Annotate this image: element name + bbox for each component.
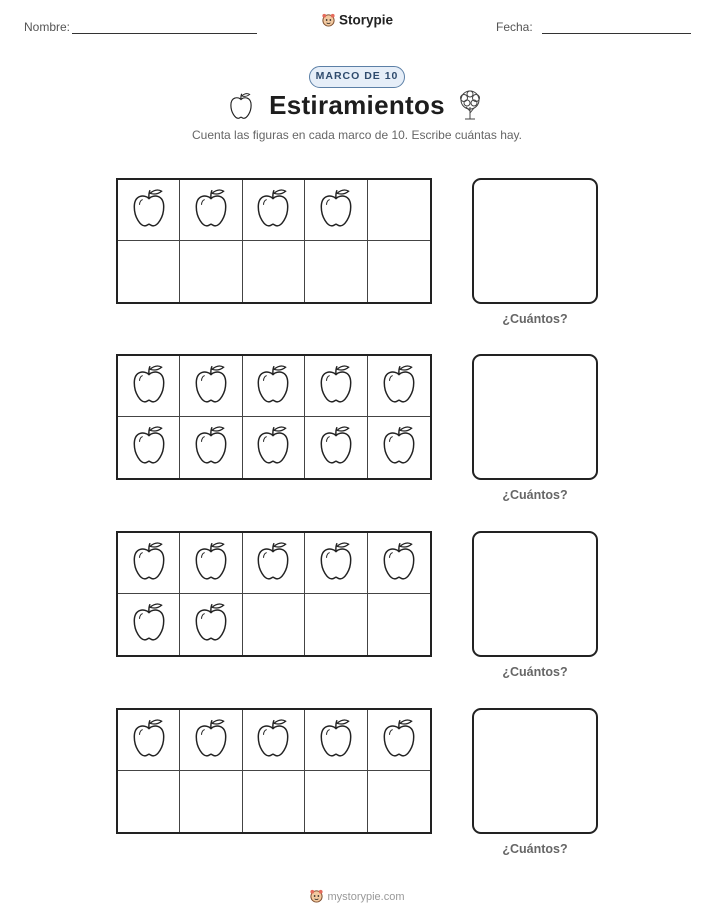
ten-frame-cell [305,356,367,417]
ten-frame-cell [305,417,367,478]
ten-frame-cell [243,594,305,655]
apple-icon [130,601,168,648]
ten-frame-cell [368,533,430,594]
ten-frame-cell [368,417,430,478]
ten-frame-cell [243,710,305,771]
page-title: Estiramientos [269,90,445,120]
ten-frame-cell [305,533,367,594]
ten-frame-cell [305,180,367,241]
apple-icon [254,187,292,234]
count-question: ¿Cuántos? [502,312,568,326]
footer [0,888,714,906]
storypie-mascot-icon [309,888,324,906]
apple-icon [380,424,418,471]
apple-icon [254,424,292,471]
ten-frame-cell [180,417,242,478]
ten-frame-cell [368,710,430,771]
ten-frame [116,708,432,834]
brand [0,12,714,30]
storypie-mascot-icon [321,12,336,30]
ten-frame-cell [368,356,430,417]
ten-frame-cell [368,594,430,655]
name-label: Nombre: [24,20,71,34]
apple-icon [130,717,168,764]
apple-icon [192,187,230,234]
name-field[interactable] [72,33,257,34]
count-question: ¿Cuántos? [502,665,568,679]
ten-frame-cell [305,771,367,832]
ten-frame-cell [118,180,180,241]
apple-icon [254,717,292,764]
ten-frame-cell [180,356,242,417]
ten-frame-cell [118,241,180,302]
apple-icon [317,540,355,587]
ten-frame-cell [243,241,305,302]
tree-icon [455,89,485,126]
ten-frame-cell [180,594,242,655]
date-field[interactable] [542,33,691,34]
answer-box[interactable] [472,531,598,657]
instructions: Cuenta las figuras en cada marco de 10. Escribe cuántas hay. [192,128,522,142]
ten-frame-cell [368,241,430,302]
ten-frame-cell [180,533,242,594]
ten-frame-cell [243,533,305,594]
ten-frame-cell [243,356,305,417]
ten-frame-cell [118,594,180,655]
ten-frame-cell [180,180,242,241]
ten-frame-cell [118,356,180,417]
apple-icon [317,363,355,410]
ten-frame-cell [180,771,242,832]
apple-icon [192,363,230,410]
apple-icon [317,717,355,764]
answer-box[interactable] [472,354,598,480]
answer-box[interactable] [472,708,598,834]
ten-frame-cell [243,417,305,478]
apple-icon [130,187,168,234]
apple-icon [254,540,292,587]
apple-icon [130,424,168,471]
apple-icon [380,363,418,410]
count-question: ¿Cuántos? [502,842,568,856]
apple-icon [192,717,230,764]
ten-frame-cell [305,594,367,655]
ten-frame-cell [180,710,242,771]
ten-frame-cell [368,180,430,241]
apple-icon [130,363,168,410]
ten-frame-cell [243,180,305,241]
footer-url: mystorypie.com [327,890,405,903]
ten-frame [116,354,432,480]
apple-icon [317,424,355,471]
topic-badge: MARCO DE 10 [309,66,405,88]
date-label: Fecha: [496,20,533,34]
apple-icon [380,717,418,764]
ten-frame-cell [243,771,305,832]
ten-frame [116,531,432,657]
ten-frame-cell [118,533,180,594]
ten-frame-cell [118,710,180,771]
apple-icon [254,363,292,410]
ten-frame-cell [368,771,430,832]
brand-name: Storypie [338,12,393,28]
answer-box[interactable] [472,178,598,304]
ten-frame-cell [118,417,180,478]
ten-frame-cell [118,771,180,832]
ten-frame [116,178,432,304]
ten-frame-cell [305,241,367,302]
apple-icon [130,540,168,587]
ten-frame-cell [305,710,367,771]
apple-icon [317,187,355,234]
ten-frame-cell [180,241,242,302]
count-question: ¿Cuántos? [502,488,568,502]
apple-icon [380,540,418,587]
apple-icon [192,601,230,648]
apple-icon [192,424,230,471]
apple-icon [192,540,230,587]
